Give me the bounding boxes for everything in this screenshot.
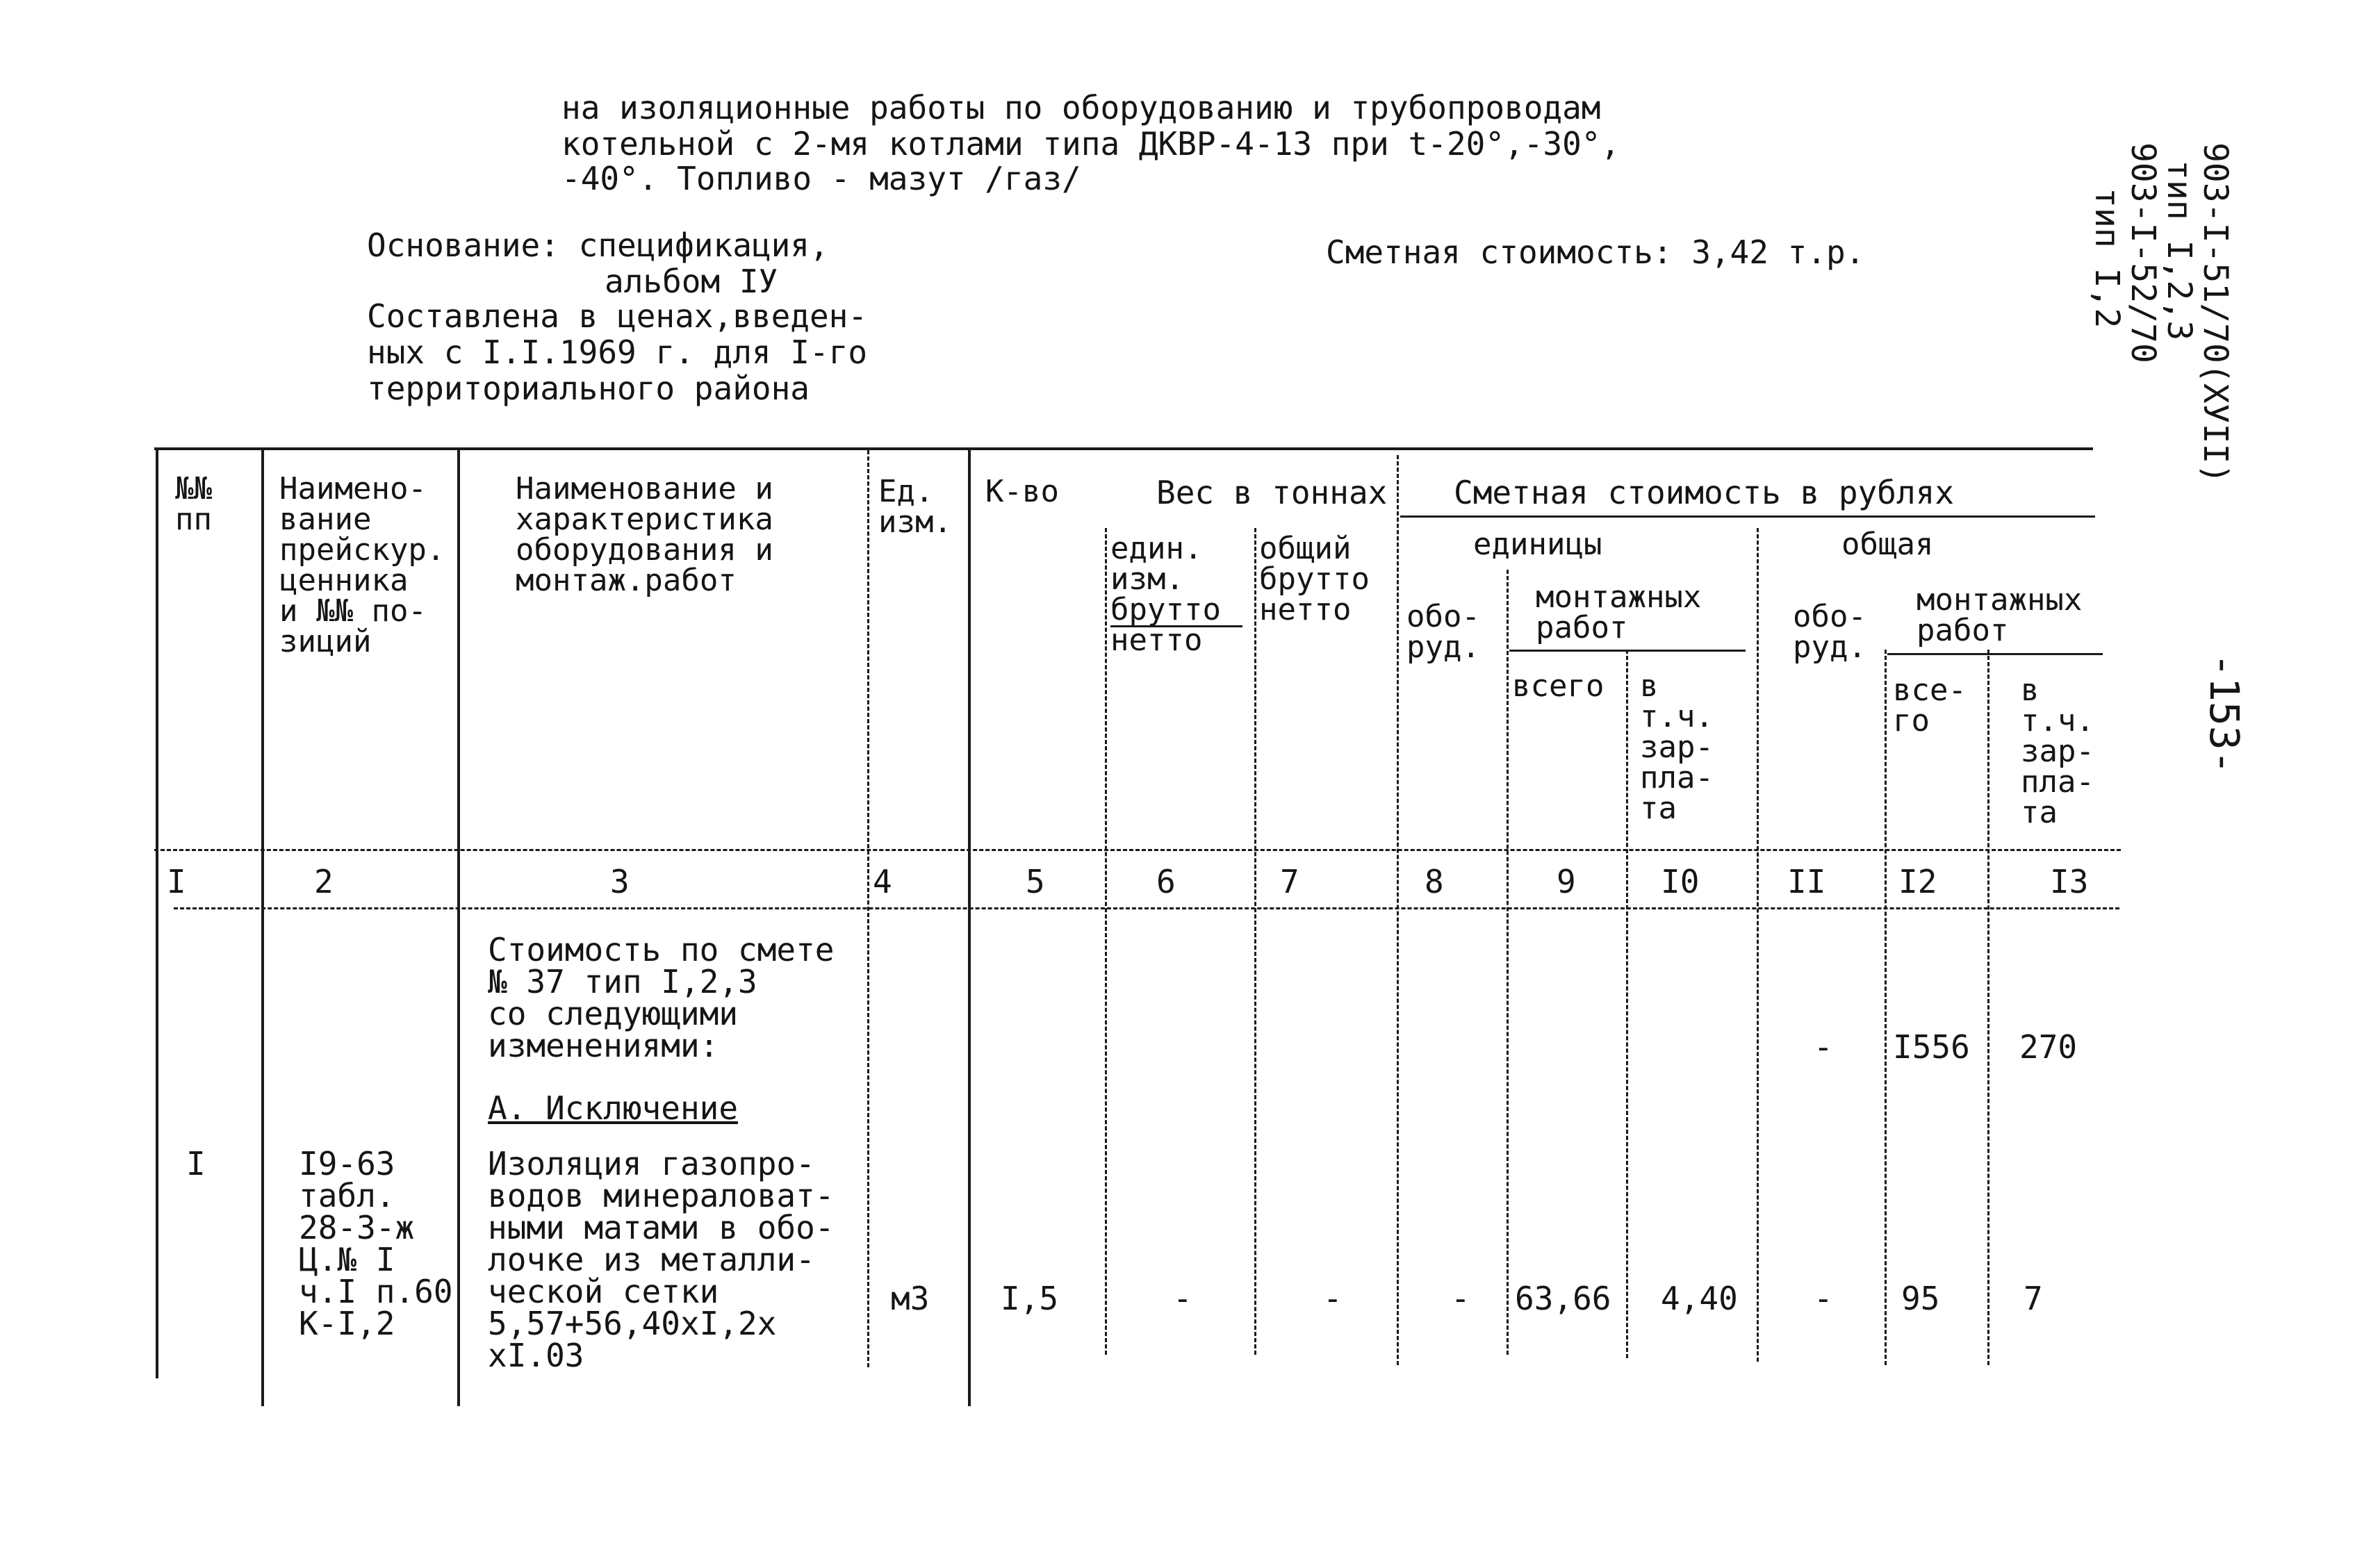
intro-mont-total: I556 — [1893, 1028, 1970, 1066]
unit-mont-line — [1509, 650, 1746, 652]
row-mont-total-all: 95 — [1901, 1280, 1940, 1317]
total-mont-line — [1887, 653, 2103, 655]
intro-equip-total: - — [1814, 1028, 1833, 1066]
colnum-4: 4 — [873, 863, 892, 900]
header-cost: Сметная стоимость в рублях — [1454, 474, 1955, 511]
intro-wage-total: 270 — [2019, 1028, 2078, 1066]
row-mont-unit-all: 63,66 — [1515, 1280, 1611, 1317]
header-unit: Ед. изм. — [878, 474, 952, 540]
header-equip-total: обо- руд. — [1793, 599, 1866, 665]
row-description: Изоляция газопро- водов минераловат- ными матами в обо- лочке из металли- ческой сетки 5,57+56,40xI,2x xI.03 — [488, 1145, 835, 1374]
table-top-border — [154, 447, 2093, 450]
row-num: I — [186, 1145, 206, 1182]
colnum-10: I0 — [1661, 863, 1700, 900]
basis-line-1: Основание: спецификация, — [367, 226, 829, 264]
side-code-4: тип I,2 — [2087, 188, 2126, 329]
col-line-9 — [1626, 650, 1628, 1358]
colnum-13: I3 — [2050, 863, 2089, 900]
title-line-2: котельной с 2-мя котлами типа ДКВР-4-13 при t-20°,-30°, — [561, 125, 1620, 163]
colnum-1: I — [167, 863, 186, 900]
side-code-2: тип I,2,3 — [2160, 160, 2199, 341]
header-price-code: Наимено- вание прейскур. ценника и №№ по- зиций — [279, 471, 445, 659]
col-line-11 — [1885, 650, 1887, 1365]
cost-subheader-line — [1400, 515, 2095, 518]
header-weight: Вес в тоннах — [1156, 474, 1388, 511]
colnum-7: 7 — [1280, 863, 1299, 900]
header-mont-unit: монтажных работ — [1536, 579, 1702, 645]
page-number: -153- — [2201, 653, 2248, 775]
header-mont-total-wage: в т.ч. зар- пла- та — [2021, 673, 2094, 830]
intro-text: Стоимость по смете № 37 тип I,2,3 со следующими изменениями: — [488, 931, 835, 1064]
row-equip-unit: - — [1451, 1280, 1470, 1317]
col-line-8 — [1507, 570, 1509, 1355]
header-qty: К-во — [985, 474, 1059, 509]
title-line-1: на изоляционные работы по оборудованию и трубопроводам — [561, 89, 1601, 126]
col-line-1 — [261, 447, 264, 1406]
colnum-6: 6 — [1156, 863, 1176, 900]
prices-line-3: территориального района — [367, 370, 810, 407]
header-weight-total: общий брутто нетто — [1259, 531, 1370, 627]
col-line-5 — [1105, 528, 1107, 1355]
row-weight-total: - — [1323, 1280, 1343, 1317]
col-line-10 — [1757, 528, 1759, 1362]
estimated-cost: Сметная стоимость: 3,42 т.р. — [1326, 233, 1865, 271]
col-line-12 — [1987, 650, 1989, 1365]
colnum-5: 5 — [1026, 863, 1045, 900]
col-line-0 — [156, 447, 158, 1378]
title-line-3: -40°. Топливо - мазут /газ/ — [561, 160, 1081, 197]
colnum-11: II — [1787, 863, 1826, 900]
col-line-6 — [1254, 528, 1256, 1355]
row-equip-total: - — [1814, 1280, 1833, 1317]
header-weight-unit: един. изм. брутто нетто — [1110, 531, 1221, 658]
header-cost-unit: единицы — [1473, 527, 1602, 562]
prices-line-1: Составлена в ценах,введен- — [367, 297, 868, 335]
header-mont-unit-wage: в т.ч. зар- пла- та — [1640, 668, 1714, 826]
header-mont-total: монтажных работ — [1917, 582, 2083, 648]
colnum-9: 9 — [1557, 863, 1576, 900]
row-mont-unit-wage: 4,40 — [1661, 1280, 1738, 1317]
side-code-3: 903-I-52/70 — [2124, 142, 2162, 363]
row-qty: I,5 — [1001, 1280, 1059, 1317]
col-line-7 — [1397, 455, 1399, 1365]
colnum-12: I2 — [1898, 863, 1937, 900]
header-equip-unit: обо- руд. — [1406, 599, 1480, 665]
row-mont-total-wage: 7 — [2024, 1280, 2043, 1317]
side-code-1: 903-I-51/70(XУII) — [2196, 142, 2235, 484]
section-exclusion: А. Исключение — [488, 1089, 739, 1127]
header-mont-total-all: все- го — [1893, 673, 1967, 739]
colnum-bottom-line — [174, 907, 2119, 909]
header-mont-unit-all: всего — [1512, 668, 1605, 704]
colnum-2: 2 — [314, 863, 334, 900]
col-line-4 — [968, 450, 971, 1406]
header-cost-total: общая — [1841, 527, 1934, 562]
prices-line-2: ных с I.I.1969 г. для I-го — [367, 333, 868, 371]
row-price-code: I9-63 табл. 28-3-ж Ц.№ I ч.I п.60 К-I,2 — [299, 1145, 453, 1342]
colnum-8: 8 — [1425, 863, 1444, 900]
header-name: Наименование и характеристика оборудования и монтаж.работ — [516, 471, 773, 598]
header-bottom-line — [154, 849, 2121, 851]
col-line-3 — [867, 450, 869, 1367]
row-unit: м3 — [891, 1280, 930, 1317]
colnum-3: 3 — [610, 863, 630, 900]
basis-line-2: альбом IУ — [605, 263, 778, 300]
header-num: №№ пп — [175, 471, 212, 537]
col-line-2 — [457, 450, 460, 1406]
row-weight-unit: - — [1173, 1280, 1192, 1317]
